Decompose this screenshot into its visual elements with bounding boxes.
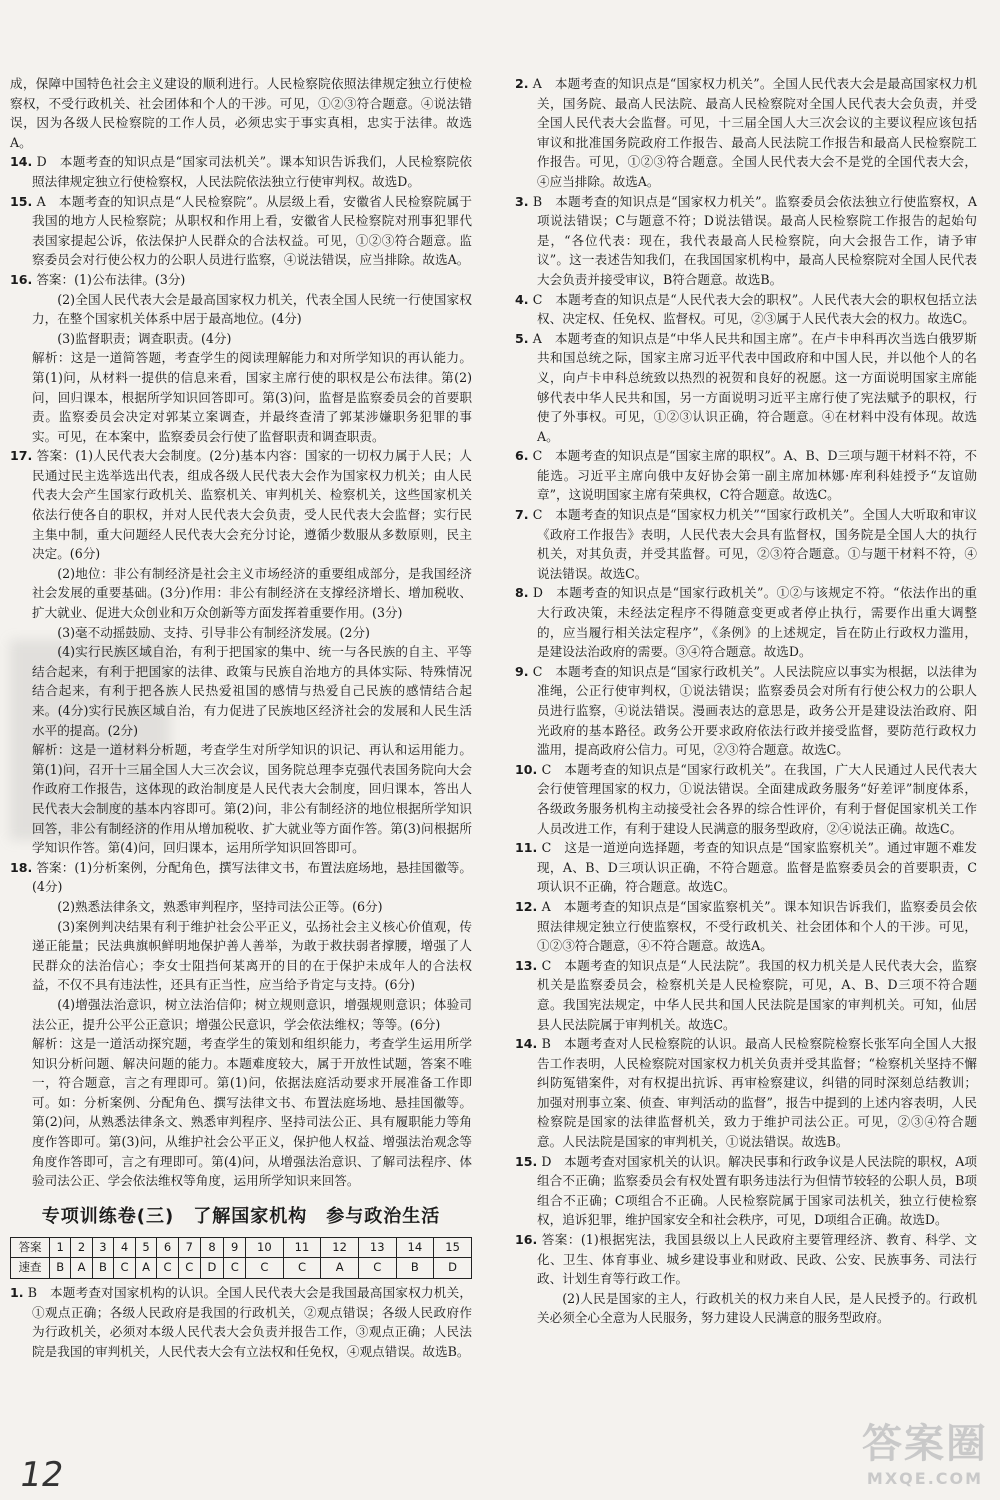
question-number: 10. [515,761,538,777]
question-text: C 本题考查的知识点是“人民法院”。我国的权力机关是人民代表大会，监察机关是监察委员会，检察机关是人民检察院，可见，A、B、D三项不符合题意。我国宪法规定，中华人民共和国人民法院是国家的审判机关。可知，仙居县人民法院属于审判机关。故选C。 [537,957,977,1032]
answer-text: 答案：(1)人民代表大会制度。(2分)基本内容：国家的一切权力属于人民；人民通过民主选举选出代表，组成各级人民代表大会作为国家权力机关；由人民代表大会产生国家行政机关、监察机关、审判机关、检察机关，这些国家机关依法行使各自的职权，并对人民代表大会负责，受人民代表大会监督；实行民主集中制，重大问题经人民代表大会充分讨论，遵循少数服从多数原则，民主决定。(6分) [32,448,472,562]
question-13 [515,956,977,1034]
answer-part: (3)案例判决结果有利于维护社会公平正义，弘扬社会主义核心价值观，传递正能量；民法典旗帜鲜明地保护善人善举，为敢于救扶弱者撑腰，增强了人民群众的法治信心；李女士阻挡何某离开的目的在于保护未成年人的合法权益，不仅不具有违法性，还具有正当性，应当给予肯定与支持。(6分) [32,918,472,993]
answer-letter: B [50,1258,71,1279]
question-7 [515,505,977,583]
question-number: 9. [515,663,529,679]
question-text: D 本题考查对国家机关的认识。解决民事和行政争议是人民法院的职权，A项组合不正确；监察委员会有权处置有职务违法行为但情节较轻的公职人员，B项组合不正确；C项组合不正确。人民检察院属于国家司法机关，独立行使检察权，追诉犯罪，维护国家安全和社会秩序，可见，D项组合正确。故选D。 [537,1153,977,1228]
question-text: C 本题考查的知识点是“国家权力机关”“国家行政机关”。全国人大听取和审议《政府工作报告》表明，人民代表大会具有监督权，国务院是全国人大的执行机关，对其负责，并受其监督。可见，②③符合题意。①与题干材料不符，④说法错误。故选C。 [532,507,977,581]
section-title: 专项训练卷(三) 了解国家机构 参与政治生活 [41,1205,441,1227]
question-number: 16. [515,1232,538,1248]
question-text: D 本题考查的知识点是“国家司法机关”。课本知识告诉我们，人民检察院依照法律规定独立行使检察权，人民法院依法独立行使审判权。故选D。 [32,154,472,189]
question-16 [515,1230,977,1289]
answer-letter: A [321,1258,359,1279]
left-column [10,74,472,1361]
answer-number: 12 [321,1237,359,1258]
question-text: C 这是一道逆向选择题，考查的知识点是“国家监察机关”。通过审题不难发现，A、B、D三项认识正确，不符合题意。监督是监察委员会的首要职责，C项认识不正确，符合题意。故选C。 [537,840,977,895]
answer-part: (3)监督职责；调查职责。(4分) [57,330,232,346]
question-number: 14. [515,1036,538,1052]
question-number: 2. [515,76,529,91]
answer-letter: B [396,1258,434,1279]
question-text: C 本题考查的知识点是“国家行政机关”。在我国，广大人民通过人民代表大会行使管理国家的权力，①说法错误。全面建成政务服务“好差评”制度体系，各级政务服务机构主动接受社会各界的综合性评价，有利于督促国家机关工作人员改进工作，有利于建设人民满意的服务型政府，②④说法正确。故选C。 [537,761,977,836]
answer-letter: C [224,1258,246,1279]
watermark-url: MXQE.COM [866,1469,984,1488]
answer-letter: D [434,1258,472,1279]
analysis-text: 解析：这是一道简答题，考查学生的阅读理解能力和对所学知识的再认能力。第(1)问，从材料一提供的信息来看，国家主席行使的职权是公布法律。第(2)问，回归课本，根据所学知识回答即可。第(3)问，监督是监察委员会的首要职责。监察委员会决定对郭某立案调查，并最终查清了郭某涉嫌职务犯罪的事实。可见，在本案中，监察委员会行使了监督职责和调查职责。 [32,350,472,444]
answer-number: 4 [114,1237,136,1258]
question-text: A 本题考查的知识点是“人民检察院”。从层级上看，安徽省人民检察院属于我国的地方人民检察院；从职权和作用上看，安徽省人民检察院对刑事犯罪代表国家提起公诉，依法保护人民群众的合法权益。可见，①②③符合题意。监察委员会对行使公权力的公职人员进行监察，④说法错误，应当排除。故选A。 [32,193,472,268]
answer-text: 答案：(1)分析案例，分配角色，撰写法律文书，布置法庭场地，悬挂国徽等。(4分) [32,859,472,895]
answer-part: (2)熟悉法律条文，熟悉审判程序，坚持司法公正等。(6分) [57,898,383,914]
question-5 [515,329,977,447]
answer-number: 15 [434,1237,472,1258]
answer-letter: C [283,1258,321,1279]
answer-part: (2)全国人民代表大会是最高国家权力机关，代表全国人民统一行使国家权力，在整个国家机关体系中居于最高地位。(4分) [32,291,472,327]
question-number: 17. [10,448,33,464]
question-14 [515,1034,977,1152]
question-11 [515,838,977,897]
question-text: A 本题考查的知识点是“国家权力机关”。全国人民代表大会是最高国家权力机关，国务院、最高人民法院、最高人民检察院对全国人民代表大会负责，并受全国人民代表大会监督。可见，十三届全国人大三次会议的主要议程应该包括审议和批准国务院政府工作报告、最高人民法院工作报告和最高人民检察院工作报告。可见，①②③符合题意。全国人民代表大会不是党的全国代表大会，④应当排除。故选A。 [532,76,977,189]
right-column [515,74,977,1328]
question-9 [515,662,977,760]
answer-part: (2)地位：非公有制经济是社会主义市场经济的重要组成部分，是我国经济社会发展的重要基础。(3分)作用：非公有制经济在支撑经济增长、增加税收、扩大就业、促进大众创业和万众创新等方面发挥着重要作用。(3分) [32,565,472,621]
question-2 [515,74,977,192]
answer-number: 1 [50,1237,71,1258]
question-text: A 本题考查的知识点是“中华人民共和国主席”。在卢卡申科再次当选白俄罗斯共和国总统之际，国家主席习近平代表中国政府和中国人民，并以他个人的名义，向卢卡申科总统致以热烈的祝贺和良好的祝愿。这一方面说明国家主席能够代表中华人民共和国，另一方面说明习近平主席行使了宪法赋予的职权，行使了外事权。可见，①②③认识正确，符合题意。④在材料中没有体现。故选A。 [532,330,977,444]
question-4 [515,290,977,329]
answer-letter: C [114,1258,136,1279]
question-3 [515,192,977,290]
watermark-logo-text: 答案圈 [862,1421,988,1467]
question-text: A 本题考查的知识点是“国家监察机关”。课本知识告诉我们，监察委员会依照法律规定独立行使监察权，不受行政机关、社会团体和个人的干涉。可见，①②③符合题意，④不符合题意。故选A。 [537,898,977,954]
answer-number: 10 [246,1237,284,1258]
question-number: 15. [10,193,33,209]
answer-letter: C [358,1258,396,1279]
answer-number: 7 [178,1237,200,1258]
question-number: 18. [10,859,33,875]
answer-letter: B [92,1258,113,1279]
question-15 [515,1152,977,1230]
question-text: C 本题考查的知识点是“国家主席的职权”。A、B、D三项与题干材料不符，不能选。习近平主席向俄中友好协会第一副主席加林娜·库利科娃授予“友谊勋章”，这说明国家主席有荣典权，C符合题意。故选C。 [532,448,977,503]
question-6 [515,446,977,505]
question-text: B 本题考查对人民检察院的认识。最高人民检察院检察长张军向全国人大报告工作表明，人民检察院对国家权力机关负责并受其监督；“检察机关坚持不懈纠防冤错案件，对有权提出抗诉、再审检察建议，纠错的同时深刻总结教训；加强对刑事立案、侦查、审判活动的监督”，报告中提到的上述内容表明，人民检察院是国家的法律监督机关，致力于维护司法公正。可见，②③④符合题意。人民法院是国家的审判机关，①说法错误。故选B。 [537,1036,977,1150]
question-8 [515,583,977,661]
continued-answer: 成，保障中国特色社会主义建设的顺利进行。人民检察院依照法律规定独立行使检察权，不受行政机关、社会团体和个人的干涉。可见，①②③符合题意。④说法错误，因为各级人民检察院的工作人员，必须忠实于事实真相，忠实于法律。故选A。 [10,76,472,150]
question-number: 4. [515,291,529,307]
answer-number: 11 [283,1237,321,1258]
question-number: 5. [515,330,529,346]
answer-number: 9 [224,1237,246,1258]
question-17 [10,446,472,564]
question-number: 8. [515,585,529,601]
question-15 [10,192,472,270]
answer-number: 3 [92,1237,113,1258]
answer-letter: C [246,1258,284,1279]
speed-label: 速查 [11,1258,50,1279]
question-12 [515,897,977,956]
answer-text: 答案：(1)公布法律。(3分) [36,271,186,287]
answer-letter: A [135,1258,156,1279]
question-text: C 本题考查的知识点是“人民代表大会的职权”。人民代表大会的职权包括立法权、决定权、任免权、监督权。可见，②③属于人民代表大会的权力。故选C。 [532,291,977,327]
answer-text: 答案：(1)根据宪法，我国县级以上人民政府主要管理经济、教育、科学、文化、卫生、体育事业、城乡建设事业和财政、民政、公安、民族事务、司法行政、计划生育等行政工作。 [537,1232,977,1287]
answer-part: (4)实行民族区域自治，有利于把国家的集中、统一与各民族的自主、平等结合起来，有利于把国家的法律、政策与民族自治地方的具体实际、特殊情况结合起来，有利于把各族人民热爱祖国的感情与热爱自己民族的感情结合起来。(4分)实行民族区域自治，有力促进了民族地区经济社会的发展和人民生活水平的提高。(2分) [32,644,472,738]
answer-label: 答案 [11,1237,50,1258]
question-10 [515,760,977,838]
question-number: 1. [10,1285,24,1301]
question-text: D 本题考查的知识点是“国家行政机关”。①②与该规定不符。“依法作出的重大行政决策，未经法定程序不得随意变更或者停止执行，需要作出重大调整的，应当履行相关法定程序”，《条例》的上述规定，旨在防止行政权力滥用，是建设法治政府的需要。③④符合题意。故选D。 [532,585,977,660]
question-16 [10,270,472,290]
question-number: 6. [515,448,529,464]
answer-part: (3)毫不动摇鼓励、支持、引导非公有制经济发展。(2分) [57,624,370,640]
answer-number: 8 [200,1237,224,1258]
answer-number: 13 [358,1237,396,1258]
question-14 [10,152,472,191]
question-number: 16. [10,271,33,287]
answer-key-table [10,1237,472,1279]
question-text: B 本题考查的知识点是“国家权力机关”。监察委员会依法独立行使监察权，A项说法错误；C与题意不符；D说法错误。最高人民检察院工作报告的起始句是，“各位代表：现在，我代表最高人民检察院，向大会报告工作，请予审议”。这一表述告知我们，在我国国家机构中，最高人民检察院对全国人民代表大会负责并接受审议，B符合题意。故选B。 [532,193,977,287]
answer-number: 5 [135,1237,156,1258]
answer-part: (4)增强法治意识，树立法治信仰；树立规则意识，增强规则意识；体验司法公正，提升公平公正意识；增强公民意识，学会依法维权；等等。(6分) [32,996,472,1032]
answer-number: 14 [396,1237,434,1258]
question-number: 7. [515,507,529,523]
analysis-text: 解析：这是一道材料分析题，考查学生对所学知识的识记、再认和运用能力。第(1)问，召开十三届全国人大三次会议，国务院总理李克强代表国务院向大会作政府工作报告，这体现的政治制度是人民代表大会制度，回归课本，答出人民代表大会制度的基本内容即可。第(2)问，非公有制经济的地位根据所学知识回答，非公有制经济的作用从增加税收、扩大就业等方面作答。第(3)问根据所学知识作答。第(4)问，回归课本，运用所学知识回答即可。 [32,742,472,856]
answer-key-header-row [11,1237,472,1258]
question-text: C 本题考查的知识点是“国家行政机关”。人民法院应以事实为根据，以法律为准绳，公正行使审判权，①说法错误；监察委员会对所有行使公权力的公职人员进行监察，④说法错误。漫画表达的意思是，政务公开是建设法治政府、阳光政府的基本路径。政务公开要求政府依法行政并接受监督，要防范行政权力滥用，提高政府公信力。可见，②③符合题意。故选C。 [532,663,977,758]
question-text: B 本题考查对国家机构的认识。全国人民代表大会是我国最高国家权力机关，①观点正确；各级人民政府是我国的行政机关，②观点错误；各级人民政府作为行政机关，必须对本级人民代表大会负责并报告工作，③观点正确；人民法院是我国的审判机关，人民代表大会有立法权和任免权，④观点错误。故选B。 [27,1285,472,1359]
answer-letter: D [200,1258,224,1279]
question-number: 13. [515,957,538,973]
question-18 [10,858,472,897]
question-number: 11. [515,840,538,856]
answer-key-row [11,1258,472,1279]
question-number: 3. [515,193,529,209]
answer-number: 2 [71,1237,92,1258]
site-watermark [862,1412,988,1488]
answer-letter: A [71,1258,92,1279]
question-number: 12. [515,898,538,914]
handwritten-page-number: 12 [16,1455,67,1495]
analysis-text: 解析：这是一道活动探究题，考查学生的策划和组织能力，考查学生运用所学知识分析问题、解决问题的能力。本题难度较大，属于开放性试题，答案不唯一，符合题意，言之有理即可。第(1)问，依据法庭活动要求开展准备工作即可。如：分析案例、分配角色、撰写法律文书、布置法庭场地、悬挂国徽等。第(2)问，从熟悉法律条文、熟悉审判程序、坚持司法公正、具有履职能力等角度作答即可。第(3)问，从维护社会公平正义，保护他人权益、增强法治观念等角度作答即可，言之有理即可。第(4)问，从增强法治意识、了解司法程序、体验司法公正、学会依法维权等角度，运用所学知识来回答。 [32,1036,472,1189]
answer-number: 6 [157,1237,179,1258]
answer-letter: C [178,1258,200,1279]
question-1 [10,1283,472,1361]
question-number: 15. [515,1153,538,1169]
answer-letter: C [157,1258,179,1279]
answer-part: (2)人民是国家的主人，行政机关的权力来自人民，是人民授予的。行政机关必须全心全意为人民服务，努力建设人民满意的服务型政府。 [537,1290,977,1326]
question-number: 14. [10,154,33,170]
